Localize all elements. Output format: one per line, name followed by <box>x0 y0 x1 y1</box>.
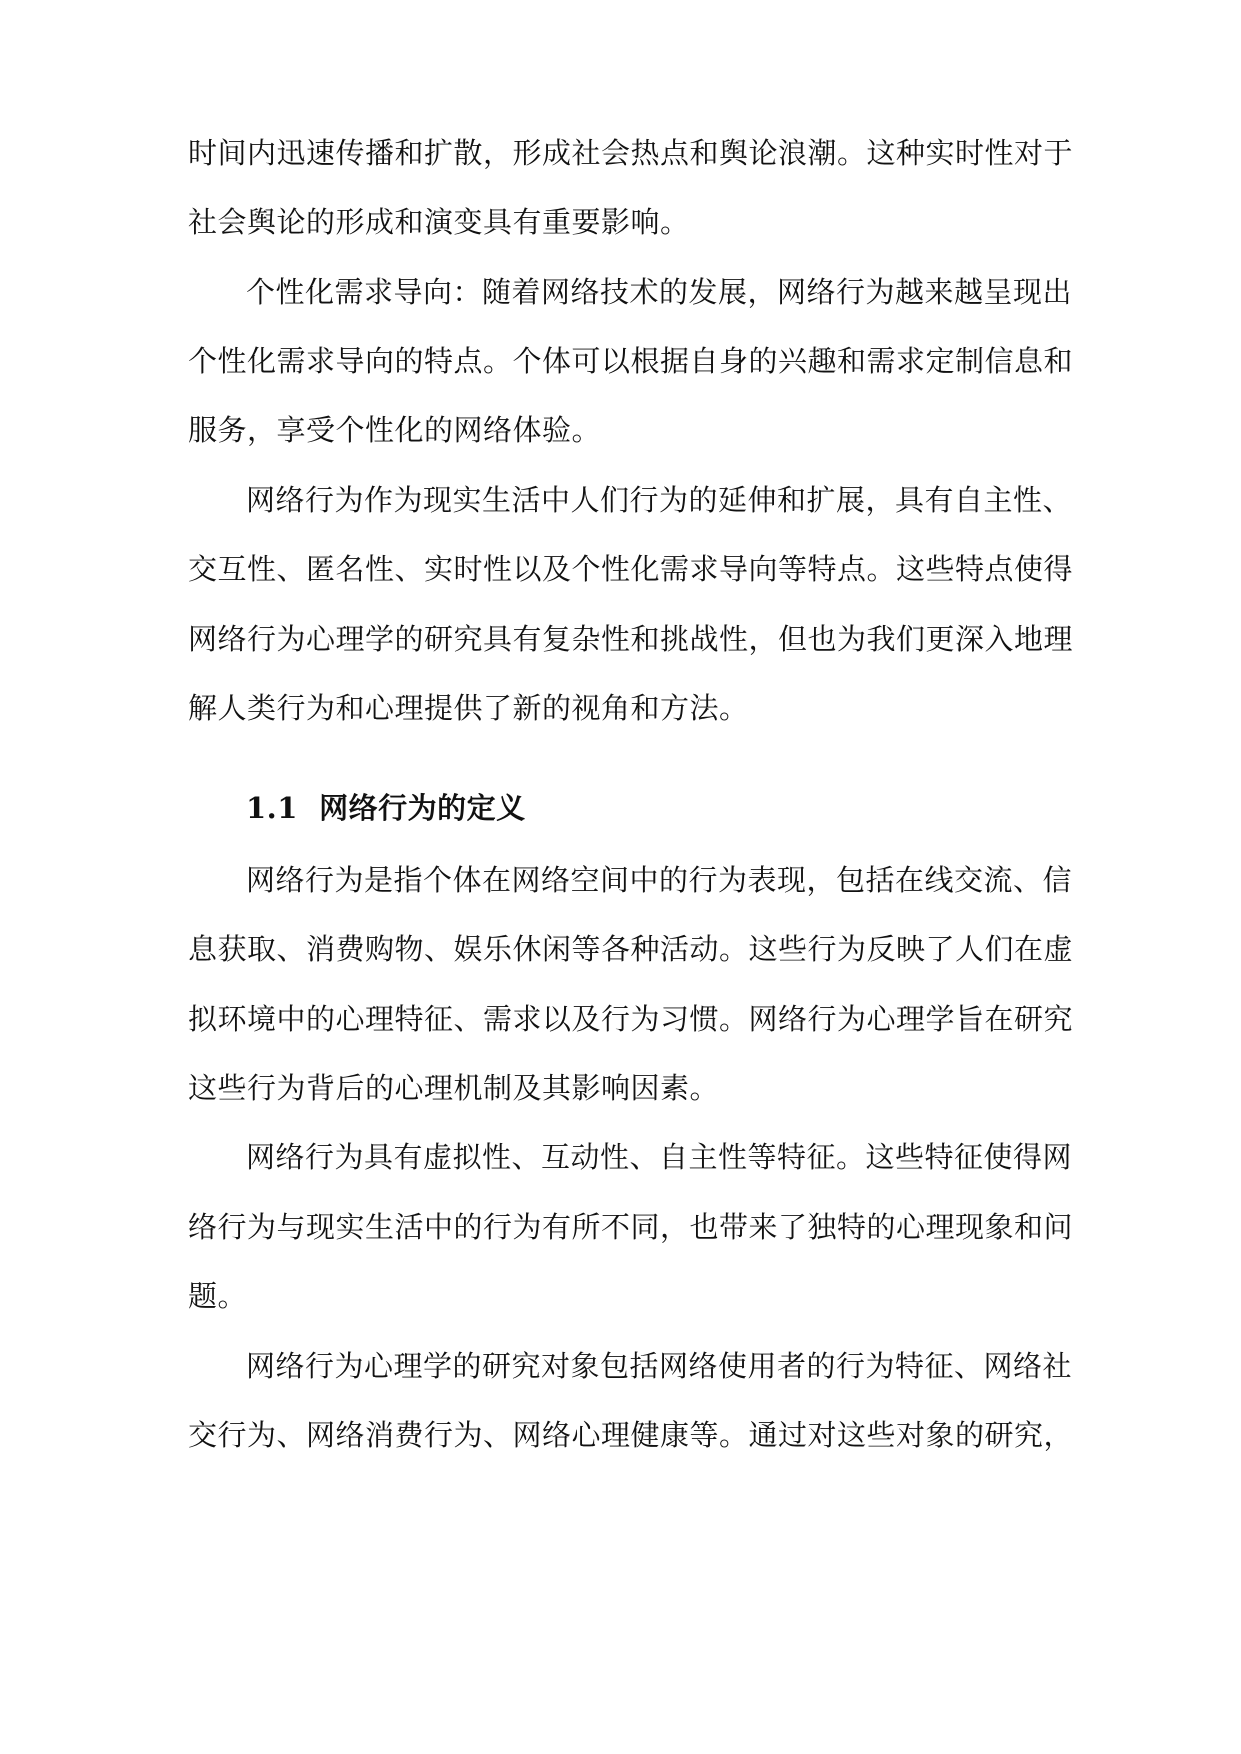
section-paragraph-1-line-3: 拟环境中的心理特征、需求以及行为习惯。网络行为心理学旨在研究 <box>188 1002 1074 1036</box>
section-paragraph-3-line-1: 网络行为心理学的研究对象包括网络使用者的行为特征、网络社 <box>246 1349 1073 1383</box>
section-paragraph-1-line-2: 息获取、消费购物、娱乐休闲等各种活动。这些行为反映了人们在虚 <box>188 932 1074 966</box>
paragraph-3-line-2: 交互性、匿名性、实时性以及个性化需求导向等特点。这些特点使得 <box>188 552 1074 586</box>
section-paragraph-1-line-4: 这些行为背后的心理机制及其影响因素。 <box>188 1071 720 1105</box>
section-paragraph-3-line-2: 交行为、网络消费行为、网络心理健康等。通过对这些对象的研究， <box>188 1418 1074 1452</box>
section-paragraph-2-line-3: 题。 <box>188 1279 248 1313</box>
paragraph-1-line-1: 时间内迅速传播和扩散，形成社会热点和舆论浪潮。这种实时性对于 <box>188 136 1074 170</box>
paragraph-3-line-3: 网络行为心理学的研究具有复杂性和挑战性，但也为我们更深入地理 <box>188 622 1074 656</box>
section-title: 网络行为的定义 <box>319 791 526 825</box>
paragraph-2-line-3: 服务，享受个性化的网络体验。 <box>188 413 602 447</box>
paragraph-2-line-2: 个性化需求导向的特点。个体可以根据自身的兴趣和需求定制信息和 <box>188 344 1074 378</box>
section-paragraph-1-line-1: 网络行为是指个体在网络空间中的行为表现，包括在线交流、信 <box>246 863 1073 897</box>
paragraph-3-line-1: 网络行为作为现实生活中人们行为的延伸和扩展，具有自主性、 <box>246 483 1073 517</box>
paragraph-1-line-2: 社会舆论的形成和演变具有重要影响。 <box>188 205 690 239</box>
paragraph-2-line-1: 个性化需求导向：随着网络技术的发展，网络行为越来越呈现出 <box>246 275 1073 309</box>
paragraph-3-line-4: 解人类行为和心理提供了新的视角和方法。 <box>188 691 749 725</box>
section-heading <box>246 788 526 828</box>
section-paragraph-2-line-1: 网络行为具有虚拟性、互动性、自主性等特征。这些特征使得网 <box>246 1140 1073 1174</box>
section-paragraph-2-line-2: 络行为与现实生活中的行为有所不同，也带来了独特的心理现象和问 <box>188 1210 1074 1244</box>
section-number: 1.1 <box>246 791 298 825</box>
